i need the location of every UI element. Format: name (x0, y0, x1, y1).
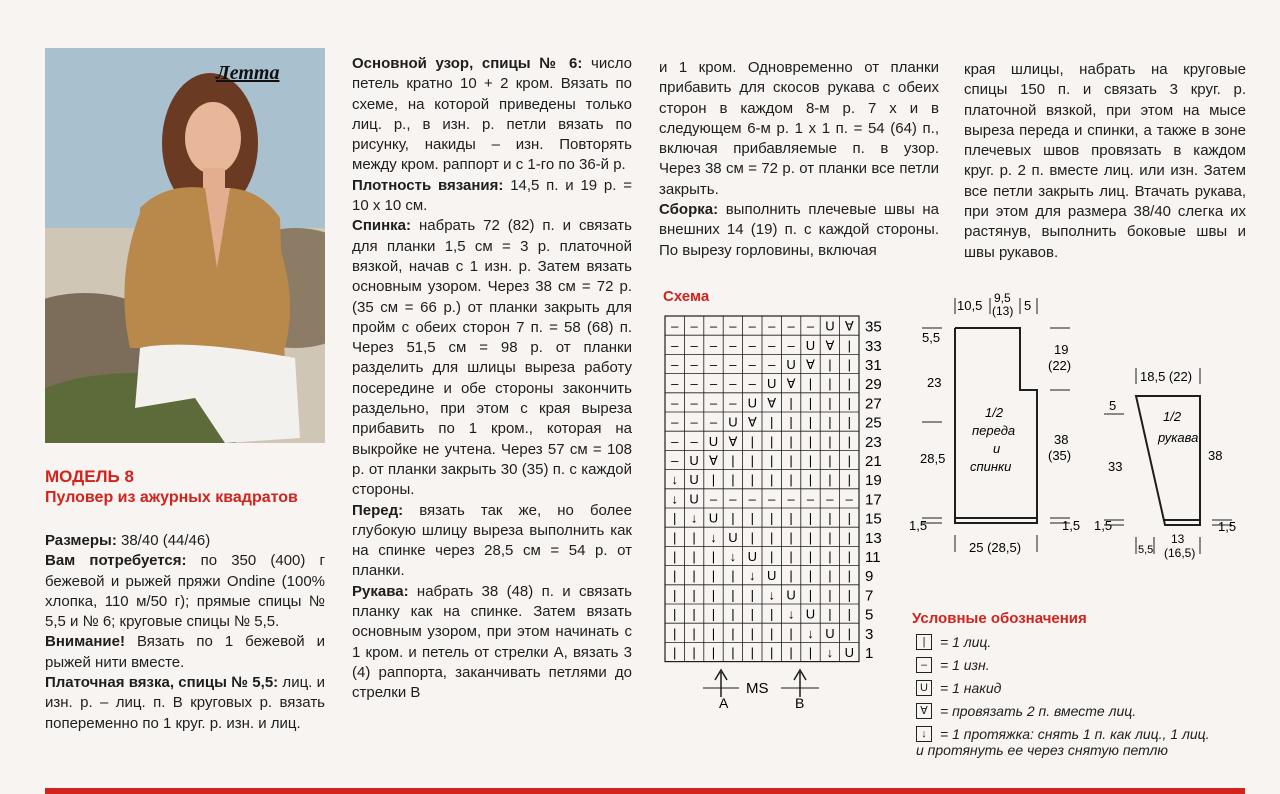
chart-cell-symbol: ∀ (806, 357, 815, 372)
chart-cell-symbol: | (770, 549, 774, 564)
chart-cell-symbol: – (709, 337, 718, 353)
knitting-chart (663, 312, 893, 712)
chart-cell-symbol: | (770, 472, 774, 488)
legend-text: = 1 накид (940, 680, 1002, 696)
chart-cell-symbol: | (673, 510, 677, 526)
chart-cell-symbol: ↓ (671, 472, 678, 488)
chart-cell-symbol: – (709, 414, 718, 430)
legend-item-purl (916, 657, 1210, 680)
chart-row-number: 1 (865, 645, 874, 662)
chart-cell-symbol: – (709, 376, 718, 392)
front-dim-left-low: 28,5 (920, 451, 946, 466)
sleeves-paragraph (352, 582, 632, 704)
photo-illustration (45, 48, 325, 443)
chart-cell-symbol: | (808, 395, 813, 411)
back-text: набрать 72 (82) п. и связать для планки 1,5 см = 3 р. платочной вязкой, начав с 1 изн. р. Затем вязать основным узором. Через 38 см = 72 р. (35 см = 66 р.) от планки закрыть для пройм с обеих сторон 7 п. = 58 (68) п. Через 51,5 см = 98 р. от планки разделить для шлицы выреза работу посередине и обе стороны закончить раздельно, при этом с края выреза прибавить по 1 кром., которая на выкройке не учтена. Через 57 см = 108 р. от планки закрыть 30 (35) п. с каждой стороны. (352, 217, 632, 499)
text-column-3 (659, 58, 939, 261)
chart-cell-symbol: | (770, 453, 774, 468)
chart-cell-symbol: U (786, 587, 796, 603)
chart-cell-symbol: U (786, 357, 796, 372)
chart-cell-symbol: | (808, 414, 813, 430)
purl-symbol-icon: – (916, 657, 932, 673)
front-dim-right-top: 19 (1054, 342, 1069, 357)
chart-cell-symbol: | (692, 606, 696, 622)
chart-cell-symbol: | (770, 510, 774, 526)
chart-cell-symbol: | (808, 510, 813, 526)
legend (916, 634, 1210, 762)
chart-cell-symbol: – (690, 357, 698, 372)
sleeve-dim-bottom-width-alt: (16,5) (1164, 546, 1196, 560)
k2tog-symbol-icon: ∀ (916, 703, 932, 719)
chart-cell-symbol: | (808, 472, 813, 488)
chart-cell-symbol: | (828, 549, 832, 564)
chart-cell-symbol: – (729, 357, 737, 372)
chart-cell-symbol: | (847, 587, 851, 603)
chart-cell-symbol: | (750, 587, 754, 603)
chart-cell-symbol: | (847, 357, 851, 372)
chart-cell-symbol: – (806, 318, 815, 334)
photo-caption: Летта (216, 62, 280, 84)
main-pattern-text: число петель кратно 10 + 2 кром. Вязать по схеме, на которой приведены только лиц. р., в изн. р. петли вязать по рисунку, накиды – изн. Повторять между кром. раппорт и с 1-го по 36-й р. (352, 55, 632, 174)
chart-cell-symbol: | (828, 472, 832, 488)
materials-text: по 350 (400) г бежевой и рыжей пряжи Ondine (100% хлопка, 110 м/50 г); прямые спицы № 5,5 и № 6; круговые спицы № 5,5. (45, 552, 325, 631)
chart-row-number: 17 (865, 491, 882, 509)
chart-cell-symbol: | (711, 606, 716, 622)
chart-cell-symbol: | (731, 568, 735, 584)
chart-cell-symbol: | (847, 414, 851, 430)
chart-cell-symbol: – (768, 337, 776, 353)
chart-cell-symbol: | (770, 645, 774, 660)
chart-cell-symbol: – (787, 491, 795, 507)
chart-cell-symbol: ↓ (826, 645, 834, 660)
chart-cell-symbol: U (825, 318, 835, 334)
chart-cell-symbol: ↓ (710, 529, 717, 545)
chart-cell-symbol: | (711, 587, 716, 603)
chart-cell-symbol: | (731, 625, 735, 641)
chart-cell-symbol: | (731, 587, 735, 603)
chart-cell-symbol: | (770, 606, 774, 622)
chart-cell-symbol: | (673, 645, 677, 660)
chart-cell-symbol: | (673, 549, 677, 564)
chart-cell-symbol: | (789, 472, 793, 488)
chart-row-number: 29 (865, 376, 882, 394)
chart-cell-symbol: – (748, 318, 756, 334)
chart-row-number: 11 (865, 549, 881, 566)
sleeves-continued: и 1 кром. Одновременно от планки прибавить для скосов рукава с обеих сторон в каждом 8-м р. 7 х и в следующем 6-м р. 1 х 1 п. = 54 (64) п., включая прибавляемые п. в узор. Через 38 см = 72 р. от планки все петли закрыть. (659, 59, 939, 198)
legend-text-block (916, 726, 1210, 758)
sleeve-label-2: рукава (1158, 430, 1199, 445)
arrow-a (703, 670, 739, 697)
chart-cell-symbol: | (828, 357, 832, 372)
chart-cell-symbol: | (828, 395, 832, 411)
chart-cell-symbol: – (690, 318, 698, 334)
chart-cell-symbol: | (808, 433, 813, 449)
chart-cell-symbol: – (729, 376, 737, 392)
chart-cell-symbol: | (789, 549, 793, 564)
chart-cell-symbol: – (729, 395, 737, 411)
legend-item-yarn-over (916, 680, 1210, 703)
chart-cell-symbol: U (805, 606, 816, 622)
chart-cell-symbol: | (673, 587, 677, 603)
chart-cell-symbol: – (748, 357, 756, 372)
chart-row-number: 31 (865, 357, 882, 374)
front-dim-right-mid: 38 (1054, 432, 1069, 447)
chart-cell-symbol: | (692, 568, 696, 584)
chart-cell-symbol: – (845, 491, 853, 507)
text-column-4 (964, 60, 1246, 263)
sleeve-dim-top-width: 18,5 (22) (1140, 369, 1193, 384)
chart-cell-symbol: – (787, 337, 795, 353)
chart-cell-symbol: – (709, 357, 718, 372)
chart-cell-symbol: U (689, 453, 699, 468)
chart-row-number: 23 (865, 433, 882, 451)
sizes-paragraph (45, 531, 325, 551)
legend-text: = 1 лиц. (940, 634, 992, 650)
chart-cell-symbol: – (671, 414, 679, 430)
chart-cell-symbol: | (847, 433, 851, 449)
chart-cell-symbol: U (708, 433, 719, 449)
legend-item-skpo (916, 726, 1210, 762)
chart-cell-symbol: | (789, 510, 793, 526)
chart-cell-symbol: | (711, 549, 716, 564)
chart-cell-symbol: – (768, 491, 776, 507)
chart-cell-symbol: | (828, 453, 832, 468)
sleeve-dim-right-mid: 38 (1208, 448, 1223, 463)
legend-text-2: и протянуть ее через снятую петлю (916, 742, 1168, 758)
chart-cell-symbol: U (767, 568, 777, 584)
chart-cell-symbol: – (671, 318, 679, 334)
chart-cell-symbol: – (690, 376, 698, 392)
chart-cell-symbol: ∀ (844, 318, 854, 334)
chart-cell-symbol: | (847, 549, 851, 564)
chart-cell-symbol: | (750, 472, 754, 488)
chart-row-number: 25 (865, 414, 882, 432)
attention-paragraph (45, 632, 325, 673)
chart-row-number: 33 (865, 337, 882, 355)
front-dim-left-top: 5,5 (922, 330, 941, 345)
chart-cell-symbol: ↓ (729, 549, 737, 564)
chart-cell-symbol: – (729, 491, 737, 507)
chart-cell-symbol: – (826, 491, 834, 507)
chart-cell-symbol: U (747, 549, 757, 564)
chart-cell-symbol: ↓ (768, 587, 775, 603)
chart-cell-symbol: ∀ (825, 337, 835, 353)
chart-cell-symbol: | (808, 376, 813, 392)
chart-cell-symbol: – (748, 491, 756, 507)
chart-cell-symbol: | (828, 376, 832, 392)
chart-cell-symbol: – (671, 433, 679, 449)
chart-cell-symbol: | (789, 529, 793, 545)
chart-cell-symbol: | (847, 472, 851, 488)
bottom-accent-bar (45, 788, 1245, 794)
chart-cell-symbol: | (770, 529, 774, 545)
chart-cell-symbol: | (731, 453, 735, 468)
chart-cell-symbol: – (709, 491, 718, 507)
garter-paragraph (45, 673, 325, 734)
chart-cell-symbol: | (828, 510, 832, 526)
chart-cell-symbol: – (787, 318, 795, 334)
garter-label: Платочная вязка, спицы № 5,5: (45, 674, 279, 692)
skpo-symbol-icon: ↓ (916, 726, 932, 742)
chart-cell-symbol: | (808, 568, 813, 584)
chart-row-numbers (865, 319, 882, 662)
attention-text: Вязать по 1 бежевой и рыжей нити вместе. (45, 633, 325, 671)
chart-cell-symbol: U (747, 395, 757, 411)
chart-cell-symbol: | (750, 433, 754, 449)
chart-cell-symbol: | (750, 453, 754, 468)
front-dim-right-top-alt: (22) (1048, 358, 1072, 373)
model-photo (45, 48, 325, 443)
chart-cell-symbol: | (847, 625, 851, 641)
sleeve-dim-left-top: 5 (1109, 398, 1117, 413)
assembly-text: выполнить плечевые швы на внешних 14 (19) п. с каждой стороны. По вырезу горловины, включая (659, 201, 939, 259)
sleeve-pattern (1096, 362, 1246, 562)
density-text: 14,5 п. и 19 р. = 10 х 10 см. (352, 176, 632, 215)
sleeve-dim-bottom-right: 1,5 (1218, 519, 1237, 534)
chart-cell-symbol: | (847, 453, 851, 468)
arrow-b (781, 670, 819, 697)
chart-cell-symbol: | (750, 625, 754, 641)
chart-cell-symbol: | (808, 549, 813, 564)
materials-paragraph (45, 551, 325, 632)
chart-cell-symbol: – (729, 318, 737, 334)
chart-cell-symbol: | (808, 645, 813, 660)
chart-cell-symbol: | (828, 606, 832, 622)
chart-cell-symbol: ↓ (749, 568, 756, 584)
chart-row-number: 3 (865, 625, 874, 643)
chart-cell-symbol: – (690, 337, 698, 353)
chart-cell-symbol: U (728, 414, 738, 430)
front-dim-top-mid: 9,5 (994, 291, 1011, 305)
chart-cell-symbol: – (671, 395, 679, 411)
legend-text: = 1 протяжка: снять 1 п. как лиц., 1 лиц. (940, 726, 1210, 742)
chart-cell-symbol: – (768, 357, 776, 372)
chart-cell-symbol: – (690, 395, 698, 411)
legend-title: Условные обозначения (912, 610, 1087, 627)
chart-cell-symbol: | (731, 510, 735, 526)
legend-text: = провязать 2 п. вместе лиц. (940, 703, 1137, 719)
chart-cell-symbol: | (750, 606, 754, 622)
chart-cell-symbol: | (847, 376, 851, 392)
chart-cell-symbol: | (828, 568, 832, 584)
chart-cell-symbol: | (770, 625, 774, 641)
chart-cell-symbol: | (828, 587, 832, 603)
arrow-b-label: B (795, 695, 805, 711)
sleeves-label: Рукава: (352, 582, 409, 600)
front-dim-bottom-left: 1,5 (909, 518, 928, 533)
chart-cell-symbol: – (729, 337, 737, 353)
legend-item-knit (916, 634, 1210, 657)
main-pattern-label: Основной узор, спицы № 6: (352, 55, 583, 72)
chart-cell-symbol: | (673, 606, 677, 622)
chart-cell-symbol: | (673, 529, 677, 545)
chart-cell-symbol: – (748, 376, 756, 392)
chart-cell-symbol: U (767, 376, 777, 392)
assembly-label: Сборка: (659, 201, 719, 219)
chart-cell-symbol: | (673, 625, 677, 641)
ms-label: MS (746, 680, 769, 697)
chart-row-number: 35 (865, 318, 882, 336)
chart-cell-symbol: U (825, 625, 835, 641)
chart-cell-symbol: | (847, 568, 851, 584)
chart-cell-symbol: – (671, 337, 679, 353)
chart-cell-symbol: ∀ (767, 395, 777, 411)
chart-cell-symbol: ↓ (690, 510, 698, 526)
chart-row-number: 9 (865, 568, 874, 586)
front-dim-right-mid-alt: (35) (1048, 448, 1072, 463)
chart-cell-symbol: | (789, 395, 793, 411)
chart-cell-symbol: U (689, 491, 699, 507)
chart-cell-symbol: | (847, 395, 851, 411)
yarn-over-symbol-icon: U (916, 680, 932, 696)
chart-cell-symbol: | (828, 433, 832, 449)
chart-cell-symbol: ∀ (786, 376, 796, 392)
chart-cell-symbol: | (711, 568, 716, 584)
chart-row-number: 13 (865, 529, 882, 547)
chart-cell-symbol: – (709, 395, 718, 411)
chart-cell-symbol: | (673, 568, 677, 584)
chart-cell-symbol: | (731, 472, 735, 488)
chart-cell-symbol: | (808, 529, 813, 545)
chart-cell-symbol: | (731, 606, 735, 622)
chart-cell-symbol: U (728, 529, 738, 545)
front-dim-bottom-right: 1,5 (1062, 518, 1081, 533)
chart-row-number: 5 (865, 606, 874, 624)
density-paragraph (352, 176, 632, 217)
text-column-2 (352, 54, 632, 704)
sleeve-dim-bottom-width: 13 (1171, 532, 1185, 546)
chart-cell-symbol: | (828, 414, 832, 430)
chart-cell-symbol: ↓ (671, 491, 678, 507)
chart-cell-symbol: U (805, 337, 816, 353)
chart-cell-symbol: | (731, 645, 735, 660)
chart-cell-symbol: | (789, 625, 793, 641)
chart-row-number: 27 (865, 395, 882, 413)
front-dim-top-left: 10,5 (957, 298, 983, 313)
chart-cell-symbol: | (808, 587, 813, 603)
chart-cell-symbol: ∀ (709, 453, 718, 468)
front-dim-left-mid: 23 (927, 375, 942, 390)
chart-cell-symbol: U (708, 510, 719, 526)
knit-symbol-icon: | (916, 634, 932, 650)
chart-cell-symbol: | (770, 433, 774, 449)
chart-cell-symbol: | (750, 645, 754, 660)
chart-row-number: 19 (865, 472, 882, 490)
chart-cell-symbol: | (692, 645, 696, 660)
chart-cell-symbol: – (709, 318, 718, 334)
chart-cell-symbol: – (671, 357, 679, 372)
schema-title: Схема (663, 288, 710, 305)
chart-cell-symbol: | (789, 414, 793, 430)
sizes-text: 38/40 (44/46) (116, 532, 211, 549)
arrow-a-label: A (719, 695, 729, 711)
front-dim-top-right: 5 (1024, 298, 1032, 313)
legend-text: = 1 изн. (940, 657, 990, 673)
front-back-pattern (909, 290, 1092, 560)
chart-cell-symbol: | (847, 510, 851, 526)
legend-item-k2tog (916, 703, 1210, 726)
chart-cell-symbol: | (692, 529, 696, 545)
sleeve-dim-bottom-small: 5,5 (1138, 544, 1154, 556)
front-dim-bottom-width: 25 (28,5) (969, 540, 1022, 555)
chart-row-number: 21 (865, 453, 882, 470)
attention-label: Внимание! (45, 633, 125, 651)
chart-cell-symbol: | (770, 414, 774, 430)
model-title: МОДЕЛЬ 8 (45, 467, 134, 486)
sleeve-dim-left-mid: 33 (1108, 459, 1123, 474)
garter-text: лиц. и изн. р. – лиц. п. В круговых р. вязать попеременно по 1 круг. р. изн. и лиц. (45, 674, 325, 732)
chart-cell-symbol: – (690, 433, 698, 449)
chart-cell-symbol: | (847, 337, 851, 353)
chart-cell-symbol: | (789, 453, 793, 468)
chart-grid (665, 316, 859, 662)
main-pattern-paragraph (352, 54, 632, 176)
front-label: Перед: (352, 501, 404, 519)
chart-cell-symbol: – (671, 453, 679, 468)
chart-cell-symbol: ∀ (728, 433, 738, 449)
chart-cell-symbol: | (789, 645, 793, 660)
density-label: Плотность вязания: (352, 176, 504, 194)
assembly-paragraph (659, 200, 939, 261)
chart-row-number: 7 (865, 587, 874, 605)
chart-cell-symbol: | (711, 472, 716, 488)
chart-cell-symbol: | (789, 433, 793, 449)
sleeve-label-1: 1/2 (1163, 409, 1182, 424)
chart-cell-symbol: – (748, 337, 756, 353)
chart-cell-symbol: | (847, 529, 851, 545)
front-label-2: переда (972, 423, 1016, 438)
chart-cell-symbol: U (844, 645, 854, 660)
back-label: Спинка: (352, 217, 412, 235)
back-paragraph (352, 216, 632, 500)
sizes-label: Размеры: (45, 532, 117, 549)
sleeves-text: набрать 38 (48) п. и связать планку как на спинке. Затем вязать основным узором, при этом начинать с 1 кром. и петель от стрелки А, вязать 3 (4) раппорта, заканчивать петлями до стрелки В (352, 582, 632, 702)
materials-label: Вам потребуется: (45, 552, 187, 570)
front-label-1: 1/2 (985, 405, 1004, 420)
chart-cell-symbol: | (847, 606, 851, 622)
chart-cell-symbol: – (671, 376, 679, 392)
model-subtitle: Пуловер из ажурных квадратов (45, 489, 298, 506)
chart-cell-symbol: | (692, 549, 696, 564)
chart-row-number: 15 (865, 510, 882, 528)
chart-cell-symbol: | (711, 625, 716, 641)
chart-cell-symbol: | (711, 645, 716, 660)
chart-cell-symbol: | (808, 453, 813, 468)
front-label-3: и (993, 441, 1001, 456)
front-dim-top-mid-alt: (13) (992, 304, 1014, 318)
chart-cell-symbol: ↓ (807, 625, 814, 641)
chart-cell-symbol: | (692, 587, 696, 603)
chart-cell-symbol: | (750, 529, 754, 545)
chart-cell-symbol: – (690, 414, 698, 430)
text-column-1 (45, 531, 325, 734)
front-text: вязать так же, но более глубокую шлицу выреза выполнить как на спинке через 28,5 см = 54 р. от планки. (352, 501, 632, 580)
sleeve-dim-bottom-left: 1,5 (1094, 518, 1113, 533)
chart-cell-symbol: – (768, 318, 776, 334)
chart-cell-symbol: – (806, 491, 815, 507)
chart-cell-symbol: ↓ (787, 606, 795, 622)
front-paragraph (352, 501, 632, 582)
chart-cell-symbol: ∀ (747, 414, 757, 430)
chart-cell-symbol: U (689, 472, 699, 488)
chart-cell-symbol: | (828, 529, 832, 545)
chart-cell-symbol: | (750, 510, 754, 526)
chart-cell-symbol: | (692, 625, 696, 641)
chart-cell-symbol: | (789, 568, 793, 584)
assembly-continued: края шлицы, набрать на круговые спицы 150 п. и связать 3 круг. р. платочной вязкой, при этом на мысе выреза переда и спинки, а также в зоне плечевых швов провязать в каждом круг. р. 2 п. вместе лиц. или изн. Затем все петли закрыть лиц. Втачать рукава, при этом для размера 38/40 слегка их растянув, выполнить боковые швы и швы рукавов. (964, 61, 1246, 261)
front-label-4: спинки (970, 459, 1012, 474)
